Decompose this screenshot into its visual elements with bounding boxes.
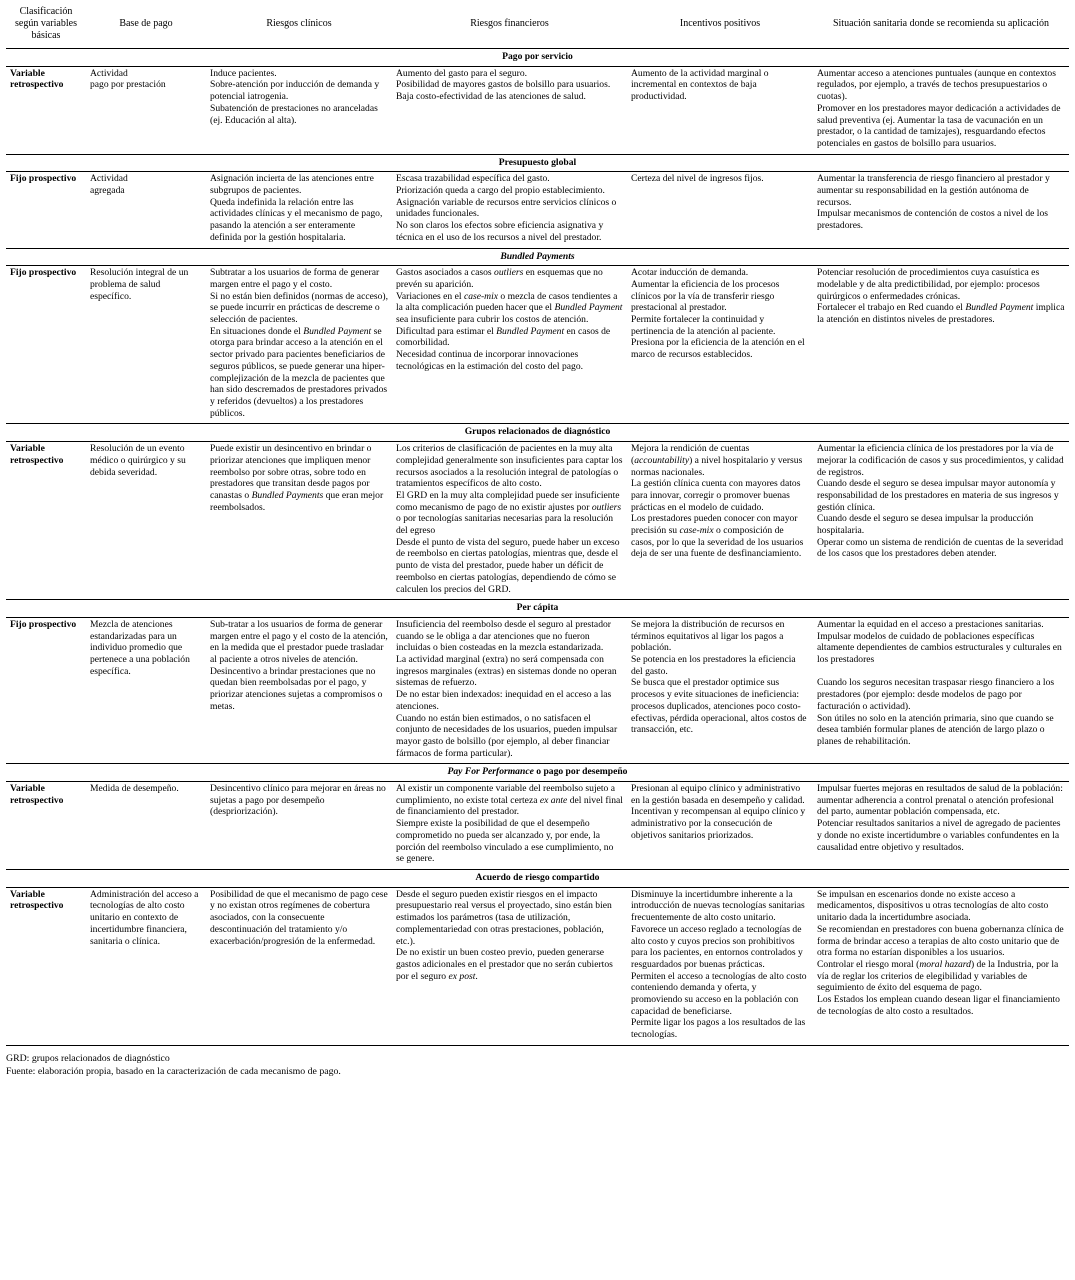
cell-paragraph: Variaciones en el case-mix o mezcla de casos tendientes a la alta complicación pueden hacer que el Bundled Payment sea insuficiente para cubrir los costos de atención. bbox=[396, 290, 623, 326]
section-title: Pago por servicio bbox=[6, 49, 1069, 67]
cell-clasificacion: Variable retrospectivo bbox=[10, 67, 64, 91]
cell-situacion bbox=[813, 172, 1069, 248]
section-title: Per cápita bbox=[6, 600, 1069, 618]
cell-situacion bbox=[813, 887, 1069, 1045]
cell-paragraph: Certeza del nivel de ingresos fijos. bbox=[631, 173, 764, 185]
cell-paragraph: En situaciones donde el Bundled Payment se otorga para brindar acceso a la atención en el sector privado para pacientes beneficiarios de seguros públicos, se puede generar una hiper-complejización de la mezcla de pacientes que han sido descremados de prestadores privados y referidos (devueltos) a los prestadores públicos. bbox=[210, 325, 388, 419]
header-situacion-sanitaria: Situación sanitaria donde se recomienda su aplicación bbox=[813, 6, 1069, 49]
cell-paragraph: Se impulsan en escenarios donde no existe acceso a medicamentos, dispositivos u otras tecnologías de alto costo unitario dada la incertidumbre asociada. bbox=[817, 888, 1049, 924]
cell-paragraph: Son útiles no solo en la atención primaria, sino que cuando se desea también formular planes de atención de largo plazo o planes de rehabilitación. bbox=[817, 712, 1054, 747]
cell-riesgos-clinicos bbox=[206, 887, 392, 1045]
cell-paragraph: Promover en los prestadores mayor dedicación a actividades de salud preventiva (ej. Aumentar la tasa de vacunación en un prestador, o la cantidad de tamizajes), resguardando efectos potenciales en gastos de bolsillo para usuarios. bbox=[817, 102, 1061, 149]
cell-paragraph: Induce pacientes. bbox=[210, 67, 277, 79]
cell-riesgos-financieros bbox=[392, 66, 627, 154]
cell-situacion bbox=[813, 782, 1069, 870]
cell-incentivos bbox=[627, 442, 813, 600]
cell-paragraph: Los Estados los emplean cuando desean ligar el financiamiento de tecnologías de alto costo a resultados. bbox=[817, 994, 1060, 1017]
note-grd: GRD: grupos relacionados de diagnóstico bbox=[6, 1052, 170, 1064]
section-header-row bbox=[6, 154, 1069, 172]
cell-paragraph: Cuando los seguros necesitan traspasar riesgo financiero a los prestadores (por ejemplo: desde modelos de pago por facturación o actividad). bbox=[817, 677, 1055, 712]
cell-paragraph: Si no están bien definidos (normas de acceso), se puede incurrir en prácticas de descreme o selección de pacientes. bbox=[210, 290, 388, 326]
cell-paragraph: Subatención de prestaciones no aranceladas (ej. Educación al alta). bbox=[210, 102, 378, 126]
cell-paragraph: Se mejora la distribución de recursos en términos equitativos al ligar los pagos a población. bbox=[631, 618, 785, 654]
cell-situacion bbox=[813, 617, 1069, 763]
section-title: Presupuesto global bbox=[6, 154, 1069, 172]
section-title-rest: o pago por desempeño bbox=[533, 766, 628, 778]
cell-paragraph: Aumento de la actividad marginal o incremental en contextos de baja productividad. bbox=[631, 67, 769, 103]
cell-paragraph: Potenciar resolución de procedimientos cuya casuística es modelable y de alta predictibilidad, por ejemplo: procesos quirúrgicos o enfermedades crónicas. bbox=[817, 267, 1040, 302]
cell-riesgos-financieros bbox=[392, 782, 627, 870]
cell-paragraph: Presionan al equipo clínico y administrativo en la gestión basada en desempeño y calidad. bbox=[631, 783, 805, 806]
cell-paragraph: Acotar inducción de demanda. bbox=[631, 267, 749, 279]
cell-clasificacion: Fijo prospectivo bbox=[10, 618, 77, 630]
cell-paragraph: Subtratar a los usuarios de forma de generar margen entre el pago y el costo. bbox=[210, 267, 380, 290]
cell-riesgos-clinicos bbox=[206, 172, 392, 248]
section-header-row bbox=[6, 424, 1069, 442]
cell-paragraph: Cuando desde el seguro se desea impulsar mayor autonomía y responsabilidad de los prestadores en materia de sus ingresos y gestión clínica. bbox=[817, 478, 1059, 513]
cell-incentivos bbox=[627, 266, 813, 424]
table-header-row bbox=[6, 6, 1069, 49]
cell-paragraph: Asignación variable de recursos entre servicios clínicos o unidades funcionales. bbox=[396, 196, 617, 220]
cell-paragraph: Se potencia en los prestadores la eficiencia del gasto. bbox=[631, 654, 796, 677]
cell-paragraph: No son claros los efectos sobre eficiencia asignativa y técnica en el uso de los recursos a nivel del prestador. bbox=[396, 220, 604, 243]
cell-paragraph: Sobre-atención por inducción de demanda y potencial iatrogenia. bbox=[210, 79, 380, 103]
cell-paragraph: Asignación incierta de las atenciones entre subgrupos de pacientes. bbox=[210, 173, 374, 197]
table-body bbox=[6, 49, 1069, 1046]
cell-paragraph: Operar como un sistema de rendición de cuentas de la severidad de los casos que los prestadores deben atender. bbox=[817, 536, 1064, 560]
table-row bbox=[6, 266, 1069, 424]
cell-clasificacion: Fijo prospectivo bbox=[10, 173, 77, 185]
cell-riesgos-clinicos bbox=[206, 782, 392, 870]
cell-paragraph: Favorece un acceso reglado a tecnologías de alto costo y cuyos precios son prohibitivos para los pacientes, en entornos controlados y resguardados por buenas prácticas. bbox=[631, 923, 803, 970]
cell-paragraph: Los criterios de clasificación de pacientes en la muy alta complejidad generalmente son insuficientes para captar los recursos asociados a la resolución integral de patologías o tratamientos específicos de alto costo. bbox=[396, 443, 623, 490]
cell-paragraph: Dificultad para estimar el Bundled Payment en casos de comorbilidad. bbox=[396, 325, 611, 349]
section-header-row bbox=[6, 248, 1069, 266]
header-incentivos-positivos: Incentivos positivos bbox=[627, 6, 813, 49]
note-fuente: Fuente: elaboración propia, basado en la caracterización de cada mecanismo de pago. bbox=[6, 1065, 341, 1077]
header-riesgos-clinicos: Riesgos clínicos bbox=[206, 6, 392, 49]
cell-base-de-pago: Medida de desempeño. bbox=[90, 783, 179, 795]
cell-riesgos-financieros bbox=[392, 617, 627, 763]
cell-paragraph: Siempre existe la posibilidad de que el desempeño comprometido no pueda ser alcanzado y, por ende, la porción del reembolso vinculado a ese cumplimiento, no se genere. bbox=[396, 818, 614, 865]
cell-paragraph: Aumentar acceso a atenciones puntuales (aunque en contextos regulados, por ejemplo, a través de techos presupuestarios o cuotas). bbox=[817, 67, 1056, 103]
cell-paragraph: Impulsar mecanismos de contención de costos a nivel de los prestadores. bbox=[817, 208, 1048, 232]
cell-paragraph: Posibilidad de mayores gastos de bolsillo para usuarios. bbox=[396, 79, 611, 91]
table-row bbox=[6, 172, 1069, 248]
table-row bbox=[6, 617, 1069, 763]
cell-paragraph: Desincentivo clínico para mejorar en áreas no sujetas a pago por desempeño (despriorización). bbox=[210, 783, 386, 818]
cell-riesgos-financieros bbox=[392, 887, 627, 1045]
cell-paragraph: Permite ligar los pagos a los resultados de las tecnologías. bbox=[631, 1017, 806, 1041]
cell-paragraph: Controlar el riesgo moral (moral hazard) de la Industria, por la vía de reglar los criterios de elegibilidad y variables de seguimiento de éxito del esquema de pago. bbox=[817, 958, 1059, 994]
cell-paragraph: Aumentar la eficiencia clínica de los prestadores por la vía de mejorar la codificación de casos y sus procedimientos, y calidad de registros. bbox=[817, 443, 1064, 478]
cell-paragraph: Sub-tratar a los usuarios de forma de generar margen entre el pago y el costo de la atención, en la medida que el prestador puede trasladar al paciente a otros niveles de atención. bbox=[210, 618, 388, 666]
cell-paragraph: El GRD en la muy alta complejidad puede ser insuficiente como mecanismo de pago de no existir ajustes por outliers o por tecnologías sanitarias necesarias para la resolución del egreso bbox=[396, 489, 622, 537]
cell-paragraph: Insuficiencia del reembolso desde el seguro al prestador cuando se le obliga a dar atenciones que no fueron incluidas o bien costeadas en la mezcla estandarizada. bbox=[396, 618, 611, 654]
cell-paragraph: Los prestadores pueden conocer con mayor precisión su case-mix o composición de casos, por lo que la severidad de los usuarios deja de ser una fuente de desfinanciamiento. bbox=[631, 513, 804, 560]
document-page bbox=[6, 0, 1069, 1078]
section-title-italic: Pay For Performance bbox=[447, 766, 534, 778]
table-row bbox=[6, 782, 1069, 870]
section-title: Acuerdo de riesgo compartido bbox=[6, 870, 1069, 888]
header-base-de-pago: Base de pago bbox=[86, 6, 206, 49]
section-title: Bundled Payments bbox=[6, 248, 1069, 266]
cell-incentivos bbox=[627, 66, 813, 154]
cell-paragraph: De no existir un buen costeo previo, pueden generarse gastos adicionales en el prestador que no serán cubiertos por el seguro ex post. bbox=[396, 947, 613, 982]
cell-paragraph: Aumento del gasto para el seguro. bbox=[396, 67, 528, 79]
cell-situacion bbox=[813, 266, 1069, 424]
cell-paragraph: Al existir un componente variable del reembolso sujeto a cumplimiento, no existe total certeza ex ante del nivel final de financiamiento del prestador. bbox=[396, 783, 623, 818]
cell-incentivos bbox=[627, 617, 813, 763]
section-title bbox=[6, 764, 1069, 782]
header-riesgos-financieros: Riesgos financieros bbox=[392, 6, 627, 49]
cell-paragraph: Impulsar fuertes mejoras en resultados de salud de la población: aumentar adherencia a control prenatal o atención profesional del parto, aumentar población compensada, etc. bbox=[817, 783, 1063, 818]
cell-paragraph: Gastos asociados a casos outliers en esquemas que no prevén su aparición. bbox=[396, 267, 603, 290]
cell-paragraph: La actividad marginal (extra) no será compensada con ingresos marginales (extras) en sistemas donde no operan sistemas de refuerzo. bbox=[396, 654, 617, 689]
section-header-row bbox=[6, 870, 1069, 888]
cell-riesgos-clinicos bbox=[206, 66, 392, 154]
cell-paragraph: Permite fortalecer la continuidad y pertinencia de la atención al paciente. bbox=[631, 314, 776, 337]
cell-paragraph bbox=[817, 666, 1065, 678]
table-row bbox=[6, 887, 1069, 1045]
cell-paragraph: Aumentar la equidad en el acceso a prestaciones sanitarias. bbox=[817, 618, 1044, 630]
cell-paragraph: Disminuye la incertidumbre inherente a la introducción de nuevas tecnologías sanitarias frecuentemente de alto costo unitario. bbox=[631, 888, 805, 924]
header-clasificacion: Clasificación según variables básicas bbox=[6, 6, 86, 49]
cell-incentivos bbox=[627, 782, 813, 870]
cell-riesgos-financieros bbox=[392, 266, 627, 424]
cell-paragraph: Necesidad continua de incorporar innovaciones tecnológicas en la estimación del costo del pago. bbox=[396, 349, 584, 372]
cell-paragraph: La gestión clínica cuenta con mayores datos para innovar, corregir o promover buenas prácticas en el modelo de cuidado. bbox=[631, 478, 801, 513]
cell-paragraph: De no estar bien indexados: inequidad en el acceso a las atenciones. bbox=[396, 689, 612, 712]
cell-paragraph: Aumentar la transferencia de riesgo financiero al prestador y aumentar su responsabilidad en la gestión autónoma de recursos. bbox=[817, 173, 1050, 208]
cell-paragraph: Cuando no están bien estimados, o no satisfacen el conjunto de necesidades de los usuarios, pueden impulsar mayor gasto de bolsillo (por ejemplo, al deber financiar fármacos de forma particular). bbox=[396, 712, 618, 759]
cell-paragraph: Escasa trazabilidad específica del gasto. bbox=[396, 173, 550, 185]
cell-paragraph: Queda indefinida la relación entre las actividades clínicas y el mecanismo de pago, pasando la atención a ser enteramente definida por la gestión hospitalaria. bbox=[210, 196, 383, 243]
cell-paragraph: Incentivan y recompensan al equipo clínico y administrativo por la consecución de objetivos sanitarios priorizados. bbox=[631, 806, 806, 841]
cell-paragraph: Se recomiendan en prestadores con buena gobernanza clínica de forma de brindar acceso a terapias de alto costo unitario que de otra forma no estarían disponibles a los usuarios. bbox=[817, 923, 1064, 959]
cell-riesgos-clinicos bbox=[206, 617, 392, 763]
cell-paragraph: Puede existir un desincentivo en brindar o priorizar atenciones que impliquen menor reembolso por sobre otras, sobre todo en prestadores que transitan desde pagos por canastas o Bundled Payments que eran mejor reembolsados. bbox=[210, 443, 384, 513]
section-title: Grupos relacionados de diagnóstico bbox=[6, 424, 1069, 442]
cell-clasificacion: Fijo prospectivo bbox=[10, 267, 77, 279]
table-notes bbox=[6, 1053, 1069, 1078]
cell-paragraph: Potenciar resultados sanitarios a nivel de agregado de pacientes y donde no existe incertidumbre o variables confundentes en la causalidad entre objetivo y resultados. bbox=[817, 818, 1061, 853]
cell-base-de-pago: Mezcla de atenciones estandarizadas para un individuo promedio que pertenece a una población específica. bbox=[90, 618, 190, 677]
cell-paragraph: Fortalecer el trabajo en Red cuando el Bundled Payment implica la atención en distintos niveles de prestadores. bbox=[817, 302, 1065, 326]
cell-paragraph: Desincentivo a brindar prestaciones que no quedan bien reembolsadas por el pago, y priorizar atenciones sujetas a compromisos o metas. bbox=[210, 665, 383, 712]
cell-paragraph: Permiten el acceso a tecnologías de alto costo conteniendo demanda y oferta, y promoviendo su acceso en la población con capacidad de beneficiarse. bbox=[631, 970, 807, 1017]
cell-paragraph: Mejora la rendición de cuentas (accountability) a nivel hospitalario y versus normas nacionales. bbox=[631, 443, 803, 478]
cell-riesgos-financieros bbox=[392, 172, 627, 248]
cell-clasificacion: Variable retrospectivo bbox=[10, 443, 64, 466]
cell-paragraph: Posibilidad de que el mecanismo de pago cese y no existan otros regímenes de cobertura asociados, con la consecuente descontinuación del tratamiento y/o exacerbación/progresión de la enfermedad. bbox=[210, 888, 388, 947]
cell-paragraph: Desde el punto de vista del seguro, puede haber un exceso de reembolso en ciertas patologías, mientras que, desde el punto de vista del prestador, puede haber un déficit de reembolso en ciertas patologías, dependiendo de cómo se calculen los precios del GRD. bbox=[396, 536, 620, 595]
cell-paragraph: Cuando desde el seguro se desea impulsar la producción hospitalaria. bbox=[817, 513, 1034, 537]
cell-base-de-pago: Actividad agregada bbox=[90, 173, 128, 197]
cell-situacion bbox=[813, 66, 1069, 154]
cell-base-de-pago: Administración del acceso a tecnologías de alto costo unitario en contexto de incertidumbre financiera, sanitaria o clínica. bbox=[86, 887, 206, 1045]
cell-paragraph: Impulsar modelos de cuidado de poblaciones específicas altamente dependientes de cambios estructurales y culturales en los prestadores bbox=[817, 630, 1062, 666]
table-row bbox=[6, 66, 1069, 154]
cell-paragraph: Desde el seguro pueden existir riesgos en el impacto presupuestario real versus el proyectado, sino están bien estimados los parámetros (tasa de utilización, complementariedad con otras prestaciones, población, etc.). bbox=[396, 888, 612, 947]
cell-base-de-pago: Resolución de un evento médico o quirúrgico y su debida severidad. bbox=[90, 443, 186, 478]
cell-clasificacion: Variable retrospectivo bbox=[10, 783, 64, 806]
section-header-row bbox=[6, 764, 1069, 782]
cell-riesgos-financieros bbox=[392, 442, 627, 600]
cell-incentivos bbox=[627, 172, 813, 248]
section-header-row bbox=[6, 600, 1069, 618]
cell-riesgos-clinicos bbox=[206, 266, 392, 424]
payment-mechanisms-table bbox=[6, 6, 1069, 1046]
cell-incentivos bbox=[627, 887, 813, 1045]
cell-paragraph: Aumentar la eficiencia de los procesos clínicos por la vía de transferir riesgo prestacional al prestador. bbox=[631, 278, 780, 314]
cell-paragraph: Se busca que el prestador optimice sus procesos y evite situaciones de ineficiencia: procesos duplicados, atenciones poco costo-efectivas, pérdida operacional, altos costos de transacción, etc. bbox=[631, 677, 807, 736]
cell-paragraph: Presiona por la eficiencia de la atención en el marco de recursos establecidos. bbox=[631, 337, 805, 361]
cell-base-de-pago: Actividad pago por prestación bbox=[90, 67, 166, 91]
section-header-row bbox=[6, 49, 1069, 67]
cell-paragraph: Baja costo-efectividad de las atenciones de salud. bbox=[396, 91, 586, 103]
cell-paragraph: Priorización queda a cargo del propio establecimiento. bbox=[396, 185, 605, 197]
cell-riesgos-clinicos bbox=[206, 442, 392, 600]
cell-situacion bbox=[813, 442, 1069, 600]
cell-clasificacion: Variable retrospectivo bbox=[6, 887, 86, 1045]
cell-base-de-pago: Resolución integral de un problema de salud específico. bbox=[90, 267, 189, 302]
table-row bbox=[6, 442, 1069, 600]
